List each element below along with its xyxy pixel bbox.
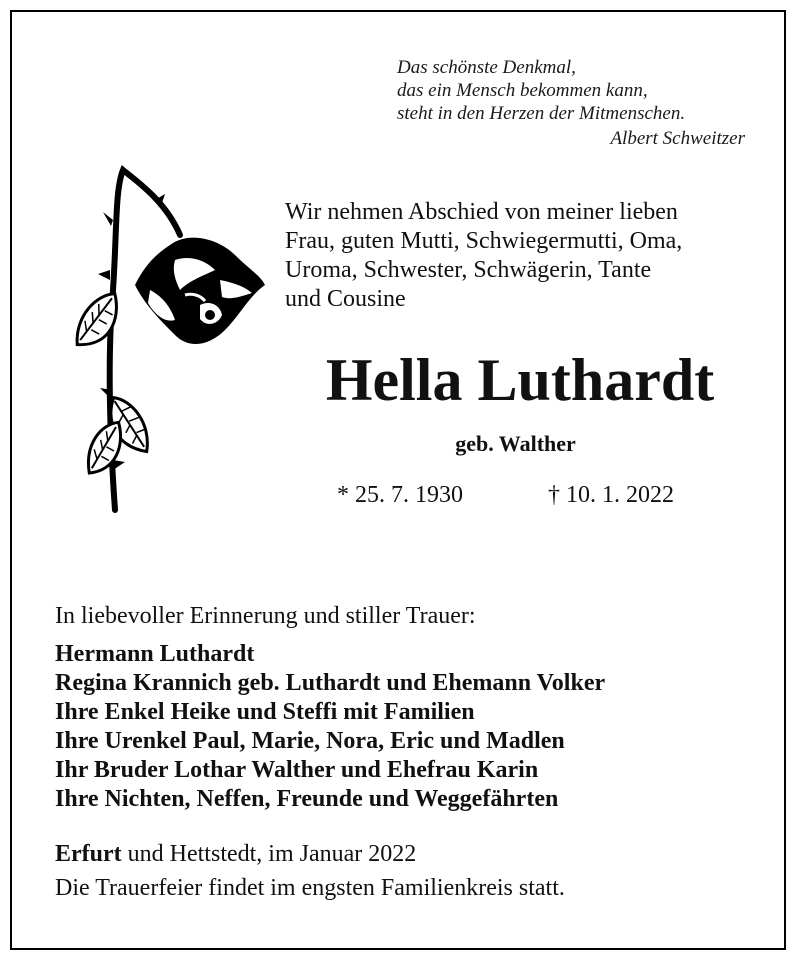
family-member: Hermann Luthardt bbox=[55, 641, 255, 667]
quote-line: Das schönste Denkmal, bbox=[397, 57, 576, 78]
maiden-name: geb. Walther bbox=[455, 431, 576, 456]
quote-line: steht in den Herzen der Mitmenschen. bbox=[397, 103, 686, 124]
family-member: Regina Krannich geb. Luthardt und Ehemann Volker bbox=[55, 670, 606, 696]
quote-block bbox=[397, 56, 745, 150]
family-member: Ihre Enkel Heike und Steffi mit Familien bbox=[55, 699, 475, 725]
farewell-text bbox=[285, 198, 746, 314]
farewell-line: Uroma, Schwester, Schwägerin, Tante bbox=[285, 257, 652, 283]
place-rest: und Hettstedt, im Januar 2022 bbox=[121, 841, 417, 867]
farewell-line: Wir nehmen Abschied von meiner lieben bbox=[285, 199, 678, 225]
death-date: † 10. 1. 2022 bbox=[548, 482, 674, 508]
place-and-date bbox=[55, 837, 565, 905]
farewell-line: Frau, guten Mutti, Schwiegermutti, Oma, bbox=[285, 228, 683, 254]
place-line bbox=[55, 837, 565, 871]
family-list bbox=[55, 640, 605, 814]
deceased-name: Hella Luthardt bbox=[325, 347, 715, 413]
mourning-line: In liebevoller Erinnerung und stiller Trauer: bbox=[55, 603, 476, 629]
farewell-line: und Cousine bbox=[285, 286, 406, 312]
birth-date: * 25. 7. 1930 bbox=[337, 482, 463, 508]
wilted-rose-icon bbox=[55, 160, 270, 520]
quote-line: das ein Mensch bekommen kann, bbox=[397, 80, 648, 101]
family-member: Ihre Nichten, Neffen, Freunde und Weggefährten bbox=[55, 786, 559, 812]
family-member: Ihr Bruder Lothar Walther und Ehefrau Karin bbox=[55, 757, 539, 783]
family-member: Ihre Urenkel Paul, Marie, Nora, Eric und Madlen bbox=[55, 728, 565, 754]
quote-author: Albert Schweitzer bbox=[610, 128, 745, 149]
ceremony-note: Die Trauerfeier findet im engsten Familienkreis statt. bbox=[55, 875, 565, 901]
city-name: Erfurt bbox=[55, 841, 122, 867]
